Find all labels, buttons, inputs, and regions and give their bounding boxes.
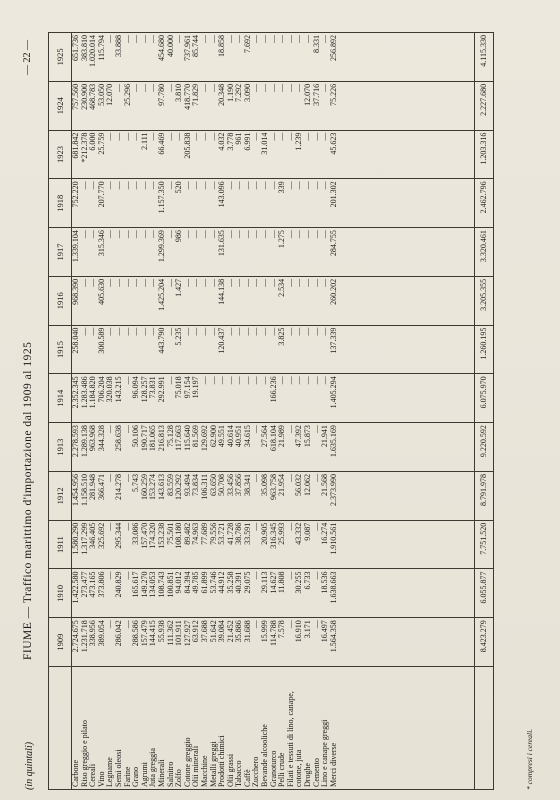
year-header: 1918: [49, 179, 72, 228]
year-header: 1923: [49, 130, 72, 179]
year-column-values: 2.352.345 1.283.486 1.184.820 706.204 320.038 143.215 — 96.094 128.257 73.831 292.991 — 75.018 97.154 19.197 — — — — — — — — 166.236 — — — — — — 1.405.294: [72, 374, 475, 423]
year-column-values: 968.390 — — 405.630 — — — — — — 1.425.204 — 1.427 — — — — 144.138 — — — — — — 2.534 — — — — — 260.202: [72, 276, 475, 325]
year-header: 1925: [49, 33, 72, 82]
year-header: 1915: [49, 325, 72, 374]
total-value: 8.791.978: [475, 471, 494, 520]
year-header: 1924: [49, 81, 72, 130]
year-header: 1909: [49, 618, 72, 667]
year-column-values: 258.040 — — 300.589 — — — — — — 443.790 — 5.235 — — — — 120.437 — — — — — — 3.825 — — — — — 137.339: [72, 325, 475, 374]
total-value: 1.203.316: [475, 130, 494, 179]
year-column-values: 651.736 383.810 1.020.014 115.794 — 33.888 — — — — 454.680 40.000 — 737.961 85.744 — — 18.858 — — 7.692 — — — — — — — 8.331 — 256.892: [72, 33, 475, 82]
total-value: 2.462.796: [475, 179, 494, 228]
table-body-row: [72, 33, 475, 790]
total-value: 6.055.877: [475, 569, 494, 618]
year-header: 1914: [49, 374, 72, 423]
year-column-values: 752.220 — — 207.770 — — — — — — 1.157.350 — 520 — — — — 143.096 — — — — — — 339 — — — — — 201.302: [72, 179, 475, 228]
total-value: 6.075.970: [475, 374, 494, 423]
year-column-values: 681.842 *212.378 6.000 25.759 — — — — 2.111 — 66.469 — — 205.838 — — — 4.032 3.778 961 6.991 — 31.014 — — — 1.239 — — — 45.623: [72, 130, 475, 179]
total-value: 2.227.680: [475, 81, 494, 130]
year-column-values: 2.724.675 1.231.718 338.956 389.054 — 286.042 — 288.586 157.479 144.415 55.938 111.362 101.911 127.927 63.912 37.688 51.642 39.084 21.452 35.886 31.688 — 15.999 114.788 7.578 — 16.910 3.171 — 16.497 1.564.358: [72, 618, 475, 667]
year-header: 1916: [49, 276, 72, 325]
year-column-values: 1.339.104 — — 315.346 — — — — — — 1.299.369 — 986 — — — — 131.635 — — — — — — 1.275 — — — — — 284.755: [72, 228, 475, 277]
table-header-row: [49, 33, 72, 790]
year-header: 1911: [49, 520, 72, 569]
year-column-values: 1.454.956 1.158.510 281.948 366.471 — 214.278 — 5.743 160.259 153.274 143.613 83.559 120.292 93.494 73.834 106.311 63.650 50.708 33.456 37.856 38.341 — 35.098 963.758 21.954 — 56.032 12.062 — 21.568 2.373.990: [72, 471, 475, 520]
total-value: 1.260.195: [475, 325, 494, 374]
year-column-values: 1.422.580 273.477 473.165 373.806 — 240.829 — 165.617 149.270 134.053 108.743 100.851 94.012 84.394 49.785 61.899 53.746 44.912 35.258 40.391 29.075 — 29.113 14.627 11.808 — 30.255 6.733 — 18.536 1.638.663: [72, 569, 475, 618]
totals-row: [475, 33, 494, 790]
year-column-values: 2.278.593 1.289.138 963.968 344.328 — 258.638 — 50.106 190.717 181.065 216.813 75.128 117.663 115.640 81.569 129.692 62.900 49.551 40.614 40.951 34.615 — 27.564 618.104 21.989 — 47.392 15.873 — 21.941 1.635.169: [72, 423, 475, 472]
total-value: 9.220.592: [475, 423, 494, 472]
total-value: 4.115.330: [475, 33, 494, 82]
total-value: 3.205.355: [475, 276, 494, 325]
total-value: 8.423.279: [475, 618, 494, 667]
total-value: 7.751.520: [475, 520, 494, 569]
total-value: 3.320.461: [475, 228, 494, 277]
year-column-values: 757.560 230.900 468.783 53.050 12.070 — 25.296 — — — 97.780 — 3.810 418.770 71.829 — — 20.348 1.190 7.292 3.090 — — — — — — 12.070 37.716 — 75.226: [72, 81, 475, 130]
year-header: 1910: [49, 569, 72, 618]
import-traffic-table: [48, 32, 494, 790]
label-header-cell: [49, 667, 72, 790]
totals-label-cell: [475, 667, 494, 790]
year-column-values: 1.580.290 1.317.299 346.405 325.692 — 295.344 — 33.086 157.470 174.320 153.238 75.501 108.180 89.482 74.963 77.689 79.556 53.721 41.728 38.786 33.591 — 20.905 316.345 25.993 — 43.332 9.087 — 16.274 1.910.561: [72, 520, 475, 569]
page-title: FIUME — Traffico marittimo d'importazione dal 1909 al 1925: [22, 341, 34, 660]
rotated-table-sheet: [20, 30, 540, 790]
year-header: 1917: [49, 228, 72, 277]
year-header: 1913: [49, 423, 72, 472]
unit-note: (in quintali): [24, 741, 35, 790]
page-number: — 22 —: [22, 40, 33, 75]
footnote: * compresi i cereali.: [525, 728, 534, 790]
year-header: 1912: [49, 471, 72, 520]
commodity-labels: Carbone Riso greggio e pilato Cereali Vino Legname Semi oleosi Farine Grano Agrumi Juta greggia Minerali Salnitro Zolfo Cotone greggio Olii minerali Macchine Metalli greggi Prodotti chimici Olii grassi Tabacco Caffè Zucchero Bevande alcooliche Granoturco Pelli crude Filati e tessuti di lino, canape, cotone, juta Droghe Cemento Lino e canape greggi Merci diverse: [72, 667, 475, 790]
